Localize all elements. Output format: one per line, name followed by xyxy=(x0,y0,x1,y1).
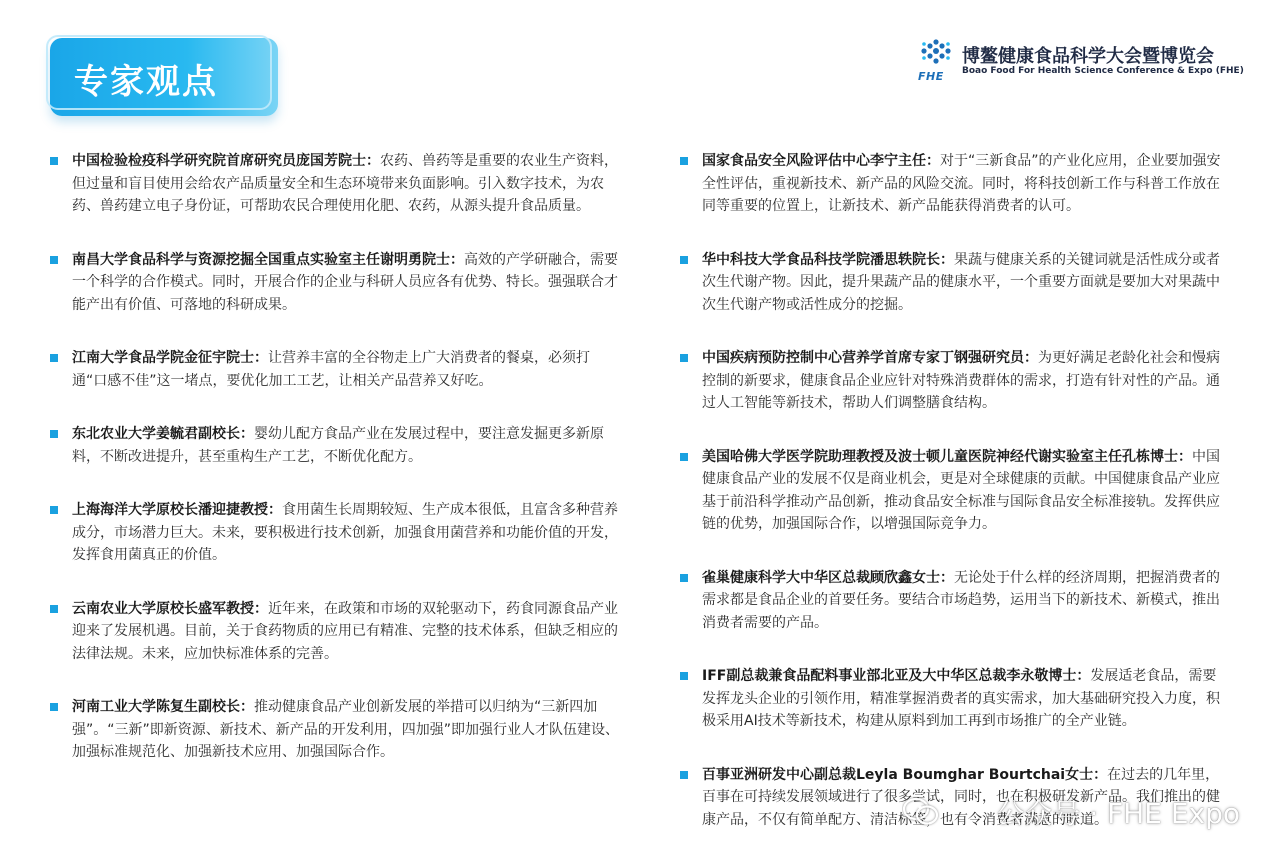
square-bullet-icon xyxy=(680,771,688,779)
square-bullet-icon xyxy=(50,506,58,514)
expert-opinion xyxy=(702,249,1230,317)
expert-quote: 农药、兽药等是重要的农业生产资料，但过量和盲目使用会给农产品质量安全和生态环境带来负面影响。引入数字技术，为农药、兽药建立电子身份证，可帮助农民合理使用化肥、农药，从源头提升食品质量。 xyxy=(72,153,618,214)
expert-opinion xyxy=(702,150,1230,218)
square-bullet-icon xyxy=(50,703,58,711)
expert-quote: 让营养丰富的全谷物走上广大消费者的餐桌，必须打通“口感不佳”这一堵点，要优化加工工艺，让相关产品营养又好吃。 xyxy=(72,350,590,389)
right-opinion-column xyxy=(702,150,1230,862)
fhe-logo xyxy=(918,38,1244,88)
square-bullet-icon xyxy=(680,453,688,461)
expert-quote: 在过去的几年里，百事在可持续发展领域进行了很多尝试，同时，也在积极研发新产品。我们推出的健康产品，不仅有简单配方、清洁标签，也有令消费者满意的味道。 xyxy=(702,766,1220,828)
expert-name: IFF副总裁兼食品配料事业部北亚及大中华区总裁李永敬博士： xyxy=(702,668,1091,684)
square-bullet-icon xyxy=(50,256,58,264)
expert-quote: 近年来，在政策和市场的双轮驱动下，药食同源食品产业迎来了发展机遇。目前，关于食药物质的应用已有精准、完整的技术体系，但缺乏相应的法律法规。未来，应加快标准体系的完善。 xyxy=(72,600,618,662)
square-bullet-icon xyxy=(680,354,688,362)
left-opinion-column xyxy=(72,150,622,795)
expert-quote: 中国健康食品产业的发展不仅是商业机会，更是对全球健康的贡献。中国健康食品产业应基于前沿科学推动产品创新，推动食品安全标准与国际食品安全标准接轨。发挥供应链的优势，加强国际合作，以增强国际竞争力。 xyxy=(702,448,1220,532)
expert-name: 华中科技大学食品科技学院潘思轶院长： xyxy=(702,251,954,268)
expert-opinion xyxy=(72,150,622,218)
square-bullet-icon xyxy=(50,605,58,613)
expert-name: 云南农业大学原校长盛军教授： xyxy=(72,600,268,617)
expert-opinion xyxy=(72,499,622,567)
logo-english-name: Boao Food For Health Science Conference & Expo (FHE) xyxy=(962,66,1244,76)
section-title-banner xyxy=(50,38,278,116)
expert-name: 美国哈佛大学医学院助理教授及波士顿儿童医院神经代谢实验室主任孔栋博士： xyxy=(702,448,1192,465)
square-bullet-icon xyxy=(680,256,688,264)
square-bullet-icon xyxy=(680,157,688,165)
expert-quote: 推动健康食品产业创新发展的举措可以归纳为“三新四加强”。“三新”即新资源、新技术、新产品的开发利用，四加强”即加强行业人才队伍建设、加强标准规范化、加强新技术应用、加强国际合作。 xyxy=(72,699,620,760)
square-bullet-icon xyxy=(680,672,688,680)
square-bullet-icon xyxy=(50,430,58,438)
expert-name: 上海海洋大学原校长潘迎捷教授： xyxy=(72,502,282,518)
expert-quote: 婴幼儿配方食品产业在发展过程中，要注意发掘更多新原料，不断改进提升，甚至重构生产工艺，不断优化配方。 xyxy=(72,426,604,465)
wechat-icon xyxy=(902,796,940,828)
square-bullet-icon xyxy=(50,157,58,165)
expert-quote: 对于“三新食品”的产业化应用，企业要加强安全性评估，重视新技术、新产品的风险交流。同时，将科技创新工作与科普工作放在同等重要的位置上，让新技术、新产品能获得消费者的认可。 xyxy=(702,153,1221,214)
expert-opinion xyxy=(702,446,1230,536)
expert-opinion xyxy=(72,696,622,764)
expert-quote: 食用菌生长周期较短、生产成本很低，且富含多种营养成分，市场潜力巨大。未来，要积极进行技术创新，加强食用菌营养和功能价值的开发，发挥食用菌真正的价值。 xyxy=(72,502,618,563)
expert-opinion xyxy=(702,665,1230,733)
expert-name: 中国疾病预防控制中心营养学首席专家丁钢强研究员： xyxy=(702,350,1038,366)
expert-name: 东北农业大学姜毓君副校长： xyxy=(72,426,254,442)
expert-name: 百事亚洲研发中心副总裁Leyla Boumghar Bourtchai女士： xyxy=(702,766,1108,783)
expert-name: 雀巢健康科学大中华区总裁顾欣鑫女士： xyxy=(702,569,954,586)
expert-name: 河南工业大学陈复生副校长： xyxy=(72,699,254,715)
expert-opinion xyxy=(702,567,1230,635)
expert-name: 江南大学食品学院金征宇院士： xyxy=(72,350,268,366)
expert-name: 国家食品安全风险评估中心李宁主任： xyxy=(702,153,940,169)
expert-opinion xyxy=(72,347,622,392)
expert-quote: 高效的产学研融合，需要一个科学的合作模式。同时，开展合作的企业与科研人员应各有优势、特长。强强联合才能产出有价值、可落地的科研成果。 xyxy=(72,251,618,313)
expert-name: 南昌大学食品科学与资源挖掘全国重点实验室主任谢明勇院士： xyxy=(72,251,464,268)
expert-opinion xyxy=(72,423,622,468)
logo-chinese-name: 博鳌健康食品科学大会暨博览会 xyxy=(962,46,1214,67)
expert-opinion xyxy=(72,249,622,317)
square-bullet-icon xyxy=(680,574,688,582)
expert-quote: 果蔬与健康关系的关键词就是活性成分或者次生代谢产物。因此，提升果蔬产品的健康水平，一个重要方面就是要加大对果蔬中次生代谢产物或活性成分的挖掘。 xyxy=(702,251,1220,313)
expert-name: 中国检验检疫科学研究院首席研究员庞国芳院士： xyxy=(72,153,380,169)
expert-quote: 发展适老食品，需要发挥龙头企业的引领作用，精准掌握消费者的真实需求，加大基础研究投入力度，积极采用AI技术等新技术，构建从原料到加工再到市场推广的全产业链。 xyxy=(702,668,1220,729)
expert-opinion xyxy=(702,347,1230,415)
expert-opinion xyxy=(72,598,622,666)
expert-quote: 为更好满足老龄化社会和慢病控制的新要求，健康食品企业应针对特殊消费群体的需求，打造有针对性的产品。通过人工智能等新技术，帮助人们调整膳食结构。 xyxy=(702,350,1220,411)
expert-quote: 无论处于什么样的经济周期，把握消费者的需求都是食品企业的首要任务。要结合市场趋势，运用当下的新技术、新模式，推出消费者需要的产品。 xyxy=(702,569,1220,631)
page-title: 专家观点 xyxy=(74,62,218,102)
watermark-text: 公众号 · FHE Expo xyxy=(996,797,1240,830)
logo-abbreviation: FHE xyxy=(918,70,944,83)
square-bullet-icon xyxy=(50,354,58,362)
